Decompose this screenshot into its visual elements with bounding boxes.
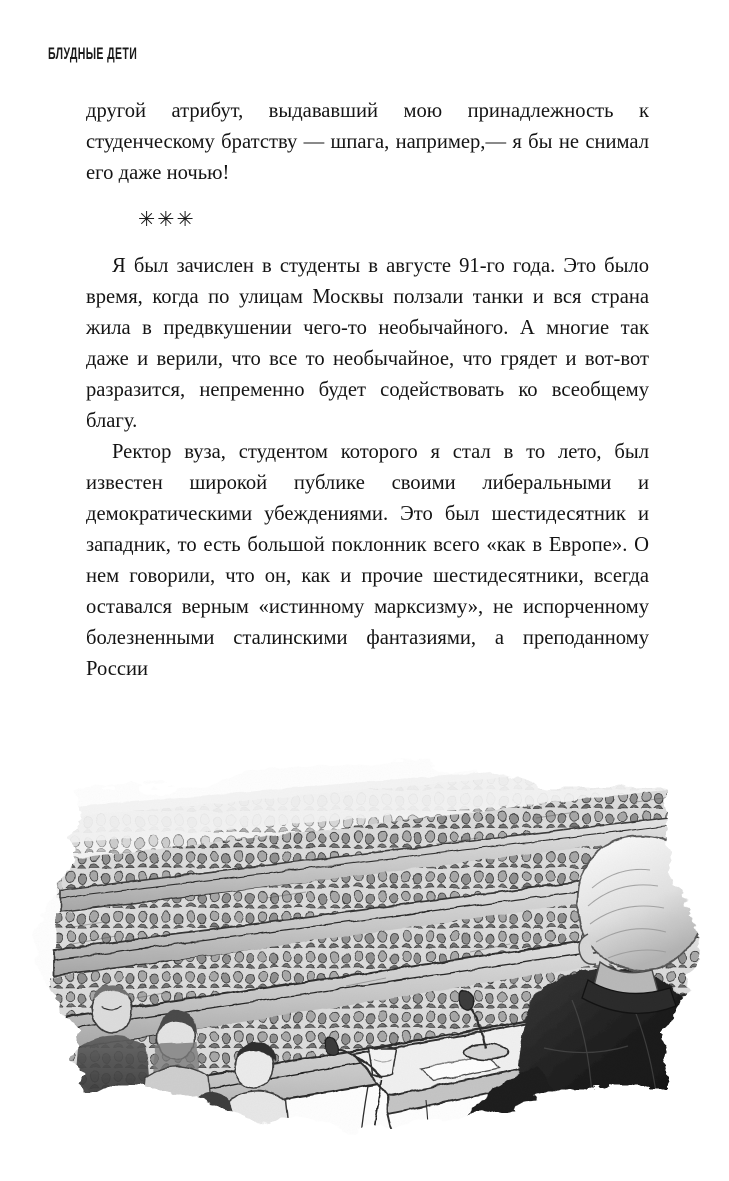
paragraph: другой атрибут, выдававший мою принадлежность к студенческому братству — шпага, например,— я бы не снимал его даже ночью!	[86, 100, 649, 184]
lecture-hall-illustration	[16, 748, 716, 1173]
paragraph: Я был зачислен в студенты в августе 91-го года. Это было время, когда по улицам Москвы ползали танки и вся страна жила в предвкушении чего-то необычайного. А многие так даже и верили, что все то необычайное, что грядет и вот-вот разразится, непременно будет содействовать ко всеобщему благу.	[86, 255, 649, 432]
running-head-title: БЛУДНЫЕ ДЕТИ	[48, 44, 138, 63]
paragraph: Ректор вуза, студентом которого я стал в то лето, был известен широкой публике своими либеральными и демократическими убеждениями. Это был шестидесятник и западник, то есть большой поклонник всего «как в Европе». О нем говорили, что он, как и прочие шестидесятники, всегда оставался верным «истинному марксизму», не испорченному болезненными сталинскими фантазиями, а преподанному России	[86, 441, 649, 680]
lecture-hall-sketch-svg	[16, 748, 716, 1173]
body-text-block	[86, 96, 649, 685]
section-divider: ✳✳✳	[138, 208, 196, 231]
